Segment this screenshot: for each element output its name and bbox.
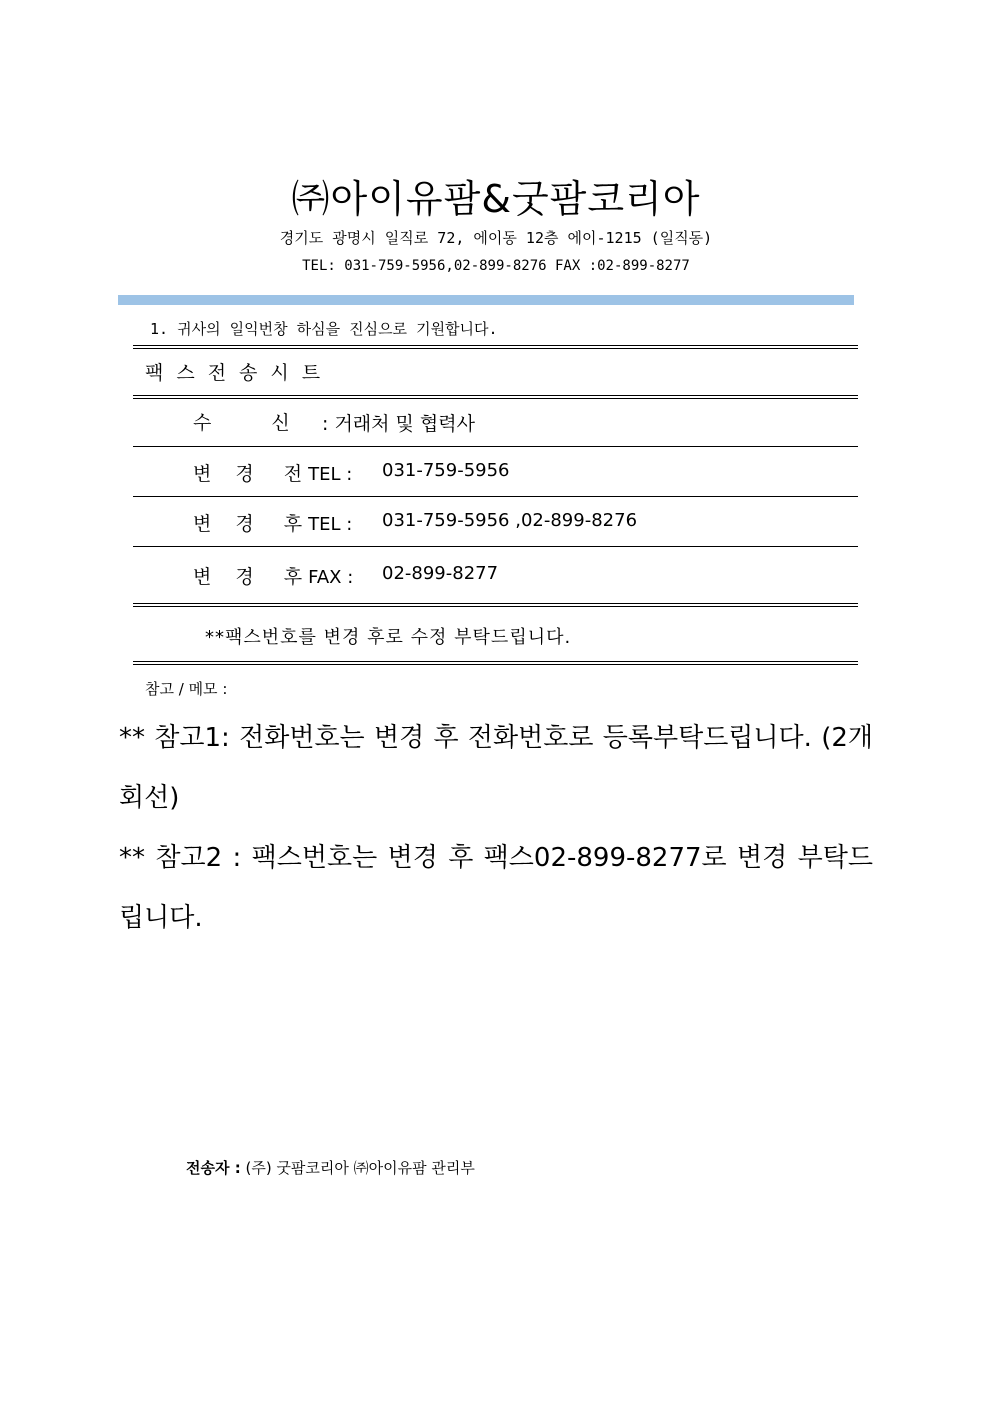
- sender-line: [186, 1157, 475, 1178]
- company-address: 경기도 광명시 일직로 72, 에이동 12층 에이-1215 (일직동): [279, 229, 713, 247]
- fax-sheet-title: 팩스전송시트: [145, 362, 334, 384]
- row-divider: [133, 496, 858, 497]
- new-fax-suffix: FAX :: [308, 567, 354, 588]
- row-divider: [133, 546, 858, 547]
- company-contact: TEL: 031-759-5956,02-899-8276 FAX :02-899-8277: [302, 258, 690, 274]
- sender-label: 전송자 :: [186, 1159, 241, 1177]
- old-tel-suffix: TEL :: [308, 464, 353, 485]
- old-tel-label: 변 경 전 TEL :: [193, 463, 353, 485]
- company-name: ㈜아이유팜&굿팜코리아: [291, 177, 701, 221]
- intro-greeting: 1. 귀사의 일익번창 하심을 진심으로 기원합니다.: [150, 320, 498, 338]
- recipient-value: : 거래처 및 협력사: [322, 413, 475, 435]
- note-item: ** 참고2 : 팩스번호는 변경 후 팩스02-899-8277로 변경 부탁드립니다.: [119, 843, 873, 933]
- table-top-rule: [133, 345, 858, 349]
- sender-value: (주) 굿팜코리아 ㈜아이유팜 관리부: [245, 1159, 475, 1177]
- new-tel-suffix: TEL :: [308, 514, 353, 535]
- new-tel-value: 031-759-5956 ,02-899-8276: [382, 510, 638, 531]
- new-tel-label: 변 경 후 TEL :: [193, 513, 353, 535]
- title-bottom-rule: [133, 395, 858, 399]
- old-tel-value: 031-759-5956: [382, 460, 510, 481]
- memo-label: 참고 / 메모 :: [145, 680, 228, 698]
- new-fax-value: 02-899-8277: [382, 563, 499, 584]
- table-mid-rule: [133, 603, 858, 607]
- note-item: ** 참고1: 전화번호는 변경 후 전화번호로 등록부탁드립니다. (2개회선): [119, 723, 873, 813]
- recipient-label-char-2: 신: [271, 412, 290, 434]
- row-divider: [133, 446, 858, 447]
- recipient-label: [193, 408, 290, 435]
- recipient-label-char-1: 수: [193, 412, 212, 434]
- table-bottom-rule: [133, 661, 858, 665]
- header-divider-bar: [118, 295, 854, 305]
- new-fax-label: 변 경 후 FAX :: [193, 566, 354, 588]
- notes-block: [119, 708, 873, 948]
- fax-change-notice: **팩스번호를 변경 후로 수정 부탁드립니다.: [205, 627, 572, 648]
